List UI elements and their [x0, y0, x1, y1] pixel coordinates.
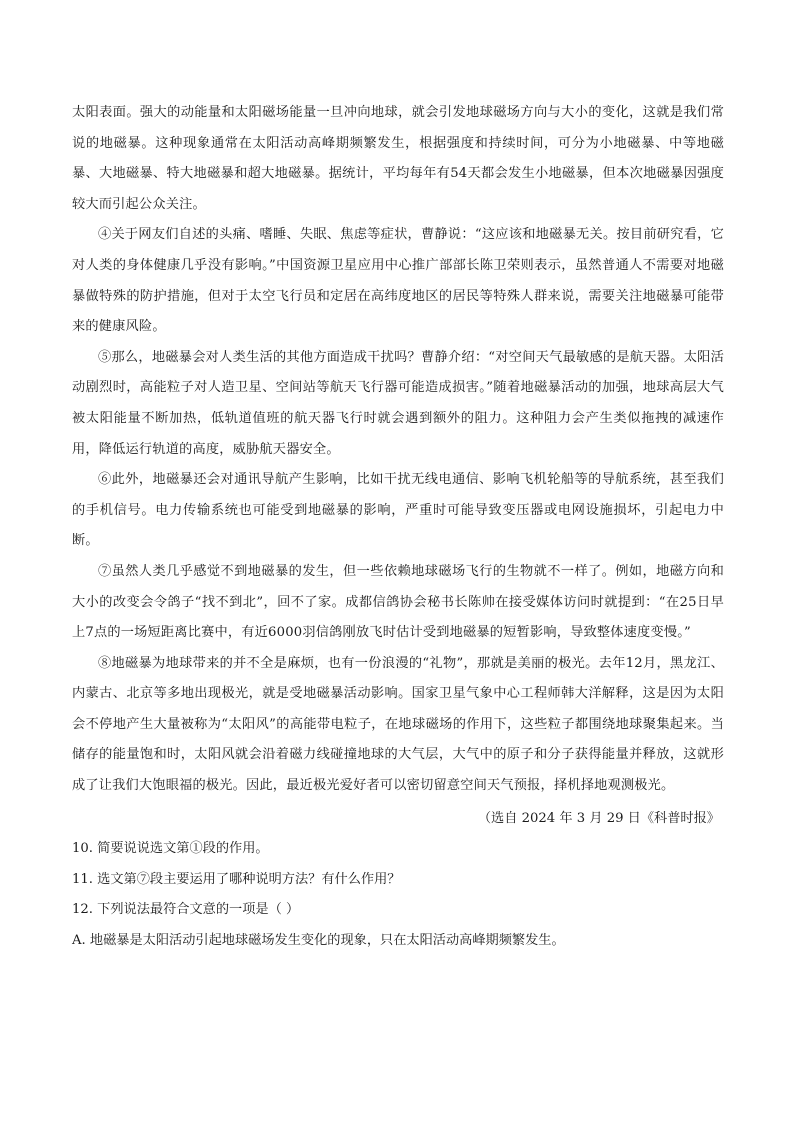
- article-paragraph-continued: 太阳表面。强大的动能量和太阳磁场能量一旦冲向地球，就会引发地球磁场方向与大小的变化，这就是我们常说的地磁暴。这种现象通常在太阳活动高峰期频繁发生，根据强度和持续时间，可分为小地磁暴、中等地磁暴、大地磁暴、特大地磁暴和超大地磁暴。据统计，平均每年有54天都会发生小地磁暴，但本次地磁暴因强度较大而引起公众关注。: [72, 105, 724, 212]
- article-source: （选自 2024 年 3 月 29 日《科普时报》: [477, 810, 720, 826]
- article-paragraph-5: ⑤那么，地磁暴会对人类生活的其他方面造成干扰吗？曹静介绍：“对空间天气最敏感的是航天器。太阳活动剧烈时，高能粒子对人造卫星、空间站等航天飞行器可能造成损害。”随着地磁暴活动的加强，地球高层大气被太阳能量不断加热，低轨道值班的航天器飞行时就会遇到额外的阻力。这种阻力会产生类似拖拽的减速作用，降低运行轨道的高度，威胁航天器安全。: [72, 349, 724, 457]
- question-11: 11. 选文第⑦段主要运用了哪种说明方法？有什么作用？: [72, 871, 401, 887]
- option-a: A. 地磁暴是太阳活动引起地球磁场发生变化的现象，只在太阳活动高峰期频繁发生。: [72, 933, 565, 949]
- question-list: [72, 834, 724, 956]
- article-paragraph-6: ⑥此外，地磁暴还会对通讯导航产生影响，比如干扰无线电通信、影响飞机轮船等的导航系统，甚至我们的手机信号。电力传输系统也可能受到地磁暴的影响，严重时可能导致变压器或电网设施损坏，引起电力中断。: [72, 472, 724, 549]
- question-12: 12. 下列说法最符合文意的一项是（ ）: [72, 902, 300, 918]
- article-paragraph-4: ④关于网友们自述的头痛、嗜睡、失眠、焦虑等症状，曹静说：“这应该和地磁暴无关。按目前研究看，它对人类的身体健康几乎没有影响。”中国资源卫星应用中心推广部部长陈卫荣则表示，虽然普通人不需要对地磁暴做特殊的防护措施，但对于太空飞行员和定居在高纬度地区的居民等特殊人群来说，需要关注地磁暴可能带来的健康风险。: [72, 227, 724, 335]
- article-body: [72, 98, 724, 802]
- article-paragraph-7: ⑦虽然人类几乎感觉不到地磁暴的发生，但一些依赖地球磁场飞行的生物就不一样了。例如，地磁方向和大小的改变会令鸽子“找不到北”，回不了家。成都信鸽协会秘书长陈帅在接受媒体访问时就提到：“在25日早上7点的一场短距离比赛中，有近6000羽信鸽刚放飞时估计受到地磁暴的短暂影响，导致整体速度变慢。”: [72, 563, 724, 641]
- question-10: 10. 简要说说选文第①段的作用。: [72, 841, 269, 857]
- article-paragraph-8: ⑧地磁暴为地球带来的并不全是麻烦，也有一份浪漫的“礼物”，那就是美丽的极光。去年12月，黑龙江、内蒙古、北京等多地出现极光，就是受地磁暴活动影响。国家卫星气象中心工程师韩大洋解释，这是因为太阳会不停地产生大量被称为“太阳风”的高能带电粒子，在地球磁场的作用下，这些粒子都围绕地球聚集起来。当储存的能量饱和时，太阳风就会沿着磁力线碰撞地球的大气层，大气中的原子和分子获得能量并释放，这就形成了让我们大饱眼福的极光。因此，最近极光爱好者可以密切留意空间天气预报，择机择地观测极光。: [72, 655, 724, 794]
- document-page: [72, 98, 724, 957]
